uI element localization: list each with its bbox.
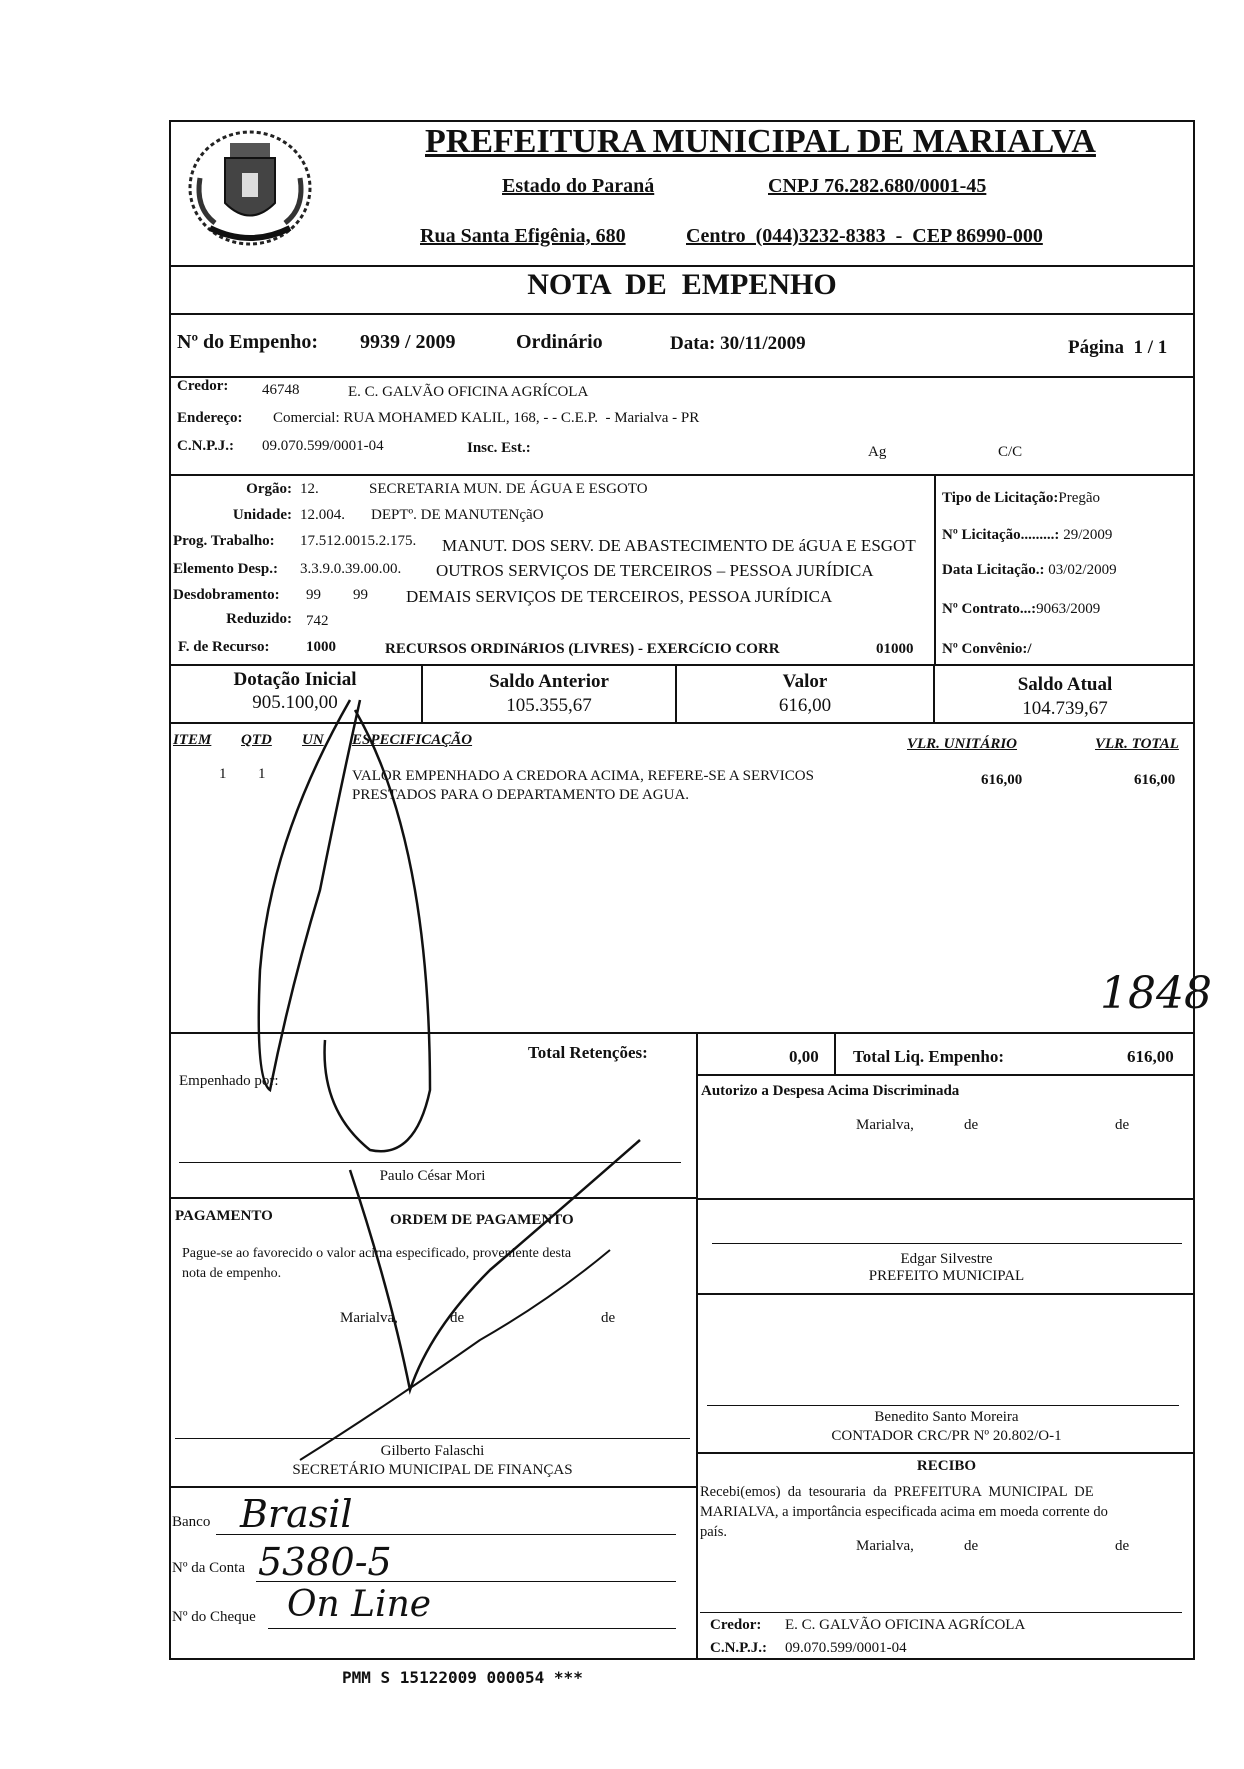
pagamento-de2: de [601,1310,616,1326]
prog-label: Prog. Trabalho: [173,533,275,549]
col-espec: ESPECIFICAÇÃO [352,732,473,748]
banco-label: Banco [172,1514,211,1530]
header-title: PREFEITURA MUNICIPAL DE MARIALVA [425,123,1096,160]
col-vlr-total: VLR. TOTAL [1095,736,1179,752]
recibo-text2: MARIALVA, a importância especificada acima em moeda corrente do [700,1504,1108,1520]
licitacao-num: Nº Licitação.........: 29/2009 [942,527,1113,543]
orgao-name: SECRETARIA MUN. DE ÁGUA E ESGOTO [369,481,648,497]
total-retencoes-value: 0,00 [789,1047,819,1066]
total-liq-label: Total Liq. Empenho: [853,1047,1004,1066]
orgao-label: Orgão: [246,481,292,497]
header-state: Estado do Paraná [502,175,655,197]
desd-label: Desdobramento: [173,587,280,603]
item-total-value: 616,00 [1134,772,1176,788]
conta-handwritten: 5380-5 [258,1540,392,1584]
signature-scribble [230,690,650,1490]
banco-handwritten: Brasil [240,1492,353,1536]
unidade-name: DEPTº. DE MANUTENçãO [371,507,544,523]
elem-name: OUTROS SERVIÇOS DE TERCEIROS – PESSOA JURÍDICA [436,561,874,580]
header-address2: Centro (044)3232-8383 - CEP 86990-000 [686,225,1043,247]
cheque-label: Nº do Cheque [172,1609,256,1625]
credor-cnpj-label: C.N.P.J.: [177,438,234,454]
conta-label: Nº da Conta [172,1560,245,1576]
pagamento-label: PAGAMENTO [175,1208,273,1224]
col-un: UN [302,732,324,748]
desd-a: 99 [306,587,321,603]
empenhado-label: Empenhado por: [179,1073,279,1089]
recibo-de2: de [1115,1538,1130,1554]
empenho-page: Página 1 / 1 [1068,337,1168,358]
saldo-anterior-label: Saldo Anterior [489,671,609,692]
unidade-code: 12.004. [300,507,345,523]
recurso-code: 1000 [306,639,336,655]
saldo-atual-label: Saldo Atual [1017,674,1113,695]
elem-code: 3.3.9.0.39.00.00. [300,561,402,577]
saldo-anterior-value: 105.355,67 [506,695,592,716]
convenio: Nº Convênio:/ [942,641,1032,657]
prog-name: MANUT. DOS SERV. DE ABASTECIMENTO DE áGUA E ESGOT [442,536,916,555]
endereco-label: Endereço: [177,410,243,426]
recurso-label: F. de Recurso: [178,639,270,655]
header-address: Rua Santa Efigênia, 680 [420,225,626,247]
pagamento-de1: de [450,1310,465,1326]
empenho-date: Data: 30/11/2009 [670,333,806,354]
unidade-label: Unidade: [232,507,292,523]
cheque-handwritten: On Line [287,1584,432,1625]
prefeito-role: PREFEITO MUNICIPAL [868,1268,1025,1284]
credor-name: E. C. GALVÃO OFICINA AGRÍCOLA [348,384,589,400]
autorizo-label: Autorizo a Despesa Acima Discriminada [701,1083,960,1099]
dotacao-inicial-label: Dotação Inicial [233,669,357,690]
elem-label: Elemento Desp.: [173,561,278,577]
valor-label: Valor [782,671,828,692]
col-vlr-unit: VLR. UNITÁRIO [907,736,1018,752]
item-unit-value: 616,00 [981,772,1023,788]
total-liq-value: 616,00 [1127,1047,1174,1066]
col-item: ITEM [173,732,212,748]
item-number: 1 [219,766,227,782]
empenho-type: Ordinário [516,331,603,353]
valor-value: 616,00 [778,695,832,716]
empenho-label: Nº do Empenho: [177,331,319,353]
credor-cnpj: 09.070.599/0001-04 [262,438,384,454]
pagamento-text1: Pague-se ao favorecido o valor acima especificado, proveniente desta [182,1246,572,1261]
recibo-de1: de [964,1538,979,1554]
pagamento-place: Marialva, [340,1310,398,1326]
item-desc-line1: VALOR EMPENHADO A CREDORA ACIMA, REFERE-SE A SERVICOS [352,768,814,784]
recibo-text1: Recebi(emos) da tesouraria da PREFEITURA MUNICIPAL DE [700,1484,1094,1500]
autorizo-de1: de [964,1117,979,1133]
recibo-text3: país. [700,1524,727,1540]
coat-of-arms-logo [180,118,320,258]
pagamento-text2: nota de empenho. [182,1266,282,1281]
licitacao-tipo: Tipo de Licitação:Pregão [942,490,1101,506]
recibo-cnpj-label: C.N.P.J.: [710,1640,767,1656]
credor-code: 46748 [262,382,300,398]
header-cnpj: CNPJ 76.282.680/0001-45 [768,175,987,197]
contador-role: CONTADOR CRC/PR Nº 20.802/O-1 [831,1428,1062,1444]
empenhado-signer: Paulo César Mori [379,1168,486,1184]
reduzido-label: Reduzido: [226,611,292,627]
prog-code: 17.512.0015.2.175. [300,533,417,549]
credor-label: Credor: [177,378,229,394]
contrato: Nº Contrato...:9063/2009 [942,601,1101,617]
autorizo-de2: de [1115,1117,1130,1133]
handwritten-number: 1848 [1100,968,1212,1019]
insc-label: Insc. Est.: [467,440,531,456]
prefeito-name: Edgar Silvestre [900,1251,993,1267]
doc-title: NOTA DE EMPENHO [527,268,837,301]
recibo-cnpj: 09.070.599/0001-04 [785,1640,907,1656]
orgao-code: 12. [300,481,319,497]
total-retencoes-label: Total Retenções: [528,1043,648,1062]
endereco-value: Comercial: RUA MOHAMED KALIL, 168, - - C.E.P. - Marialva - PR [273,410,700,426]
item-desc-line2: PRESTADOS PARA O DEPARTAMENTO DE AGUA. [352,787,690,803]
financas-role: SECRETÁRIO MUNICIPAL DE FINANÇAS [292,1462,573,1478]
autorizo-place: Marialva, [856,1117,914,1133]
saldo-atual-value: 104.739,67 [1022,698,1108,719]
recibo-credor: E. C. GALVÃO OFICINA AGRÍCOLA [785,1617,1026,1633]
item-qtd: 1 [258,766,266,782]
recurso-name: RECURSOS ORDINáRIOS (LIVRES) - EXERCíCIO CORR [385,641,780,657]
ag-label: Ag [868,444,887,460]
empenho-number: 9939 / 2009 [360,331,456,353]
ordem-pagamento-label: ORDEM DE PAGAMENTO [390,1212,574,1228]
desd-b: 99 [353,587,368,603]
licitacao-data: Data Licitação.: 03/02/2009 [942,562,1117,578]
dotacao-inicial-value: 905.100,00 [252,692,338,713]
recibo-credor-label: Credor: [710,1617,762,1633]
col-qtd: QTD [241,732,272,748]
cc-label: C/C [998,444,1023,460]
recurso-num: 01000 [876,641,914,657]
recibo-label: RECIBO [916,1458,977,1474]
reduzido-code: 742 [306,613,329,629]
financas-signer: Gilberto Falaschi [380,1443,485,1459]
contador-name: Benedito Santo Moreira [874,1409,1019,1425]
desd-name: DEMAIS SERVIÇOS DE TERCEIROS, PESSOA JURÍDICA [406,587,833,606]
recibo-place: Marialva, [856,1538,914,1554]
footer-stamp: PMM S 15122009 000054 *** [342,1668,583,1687]
